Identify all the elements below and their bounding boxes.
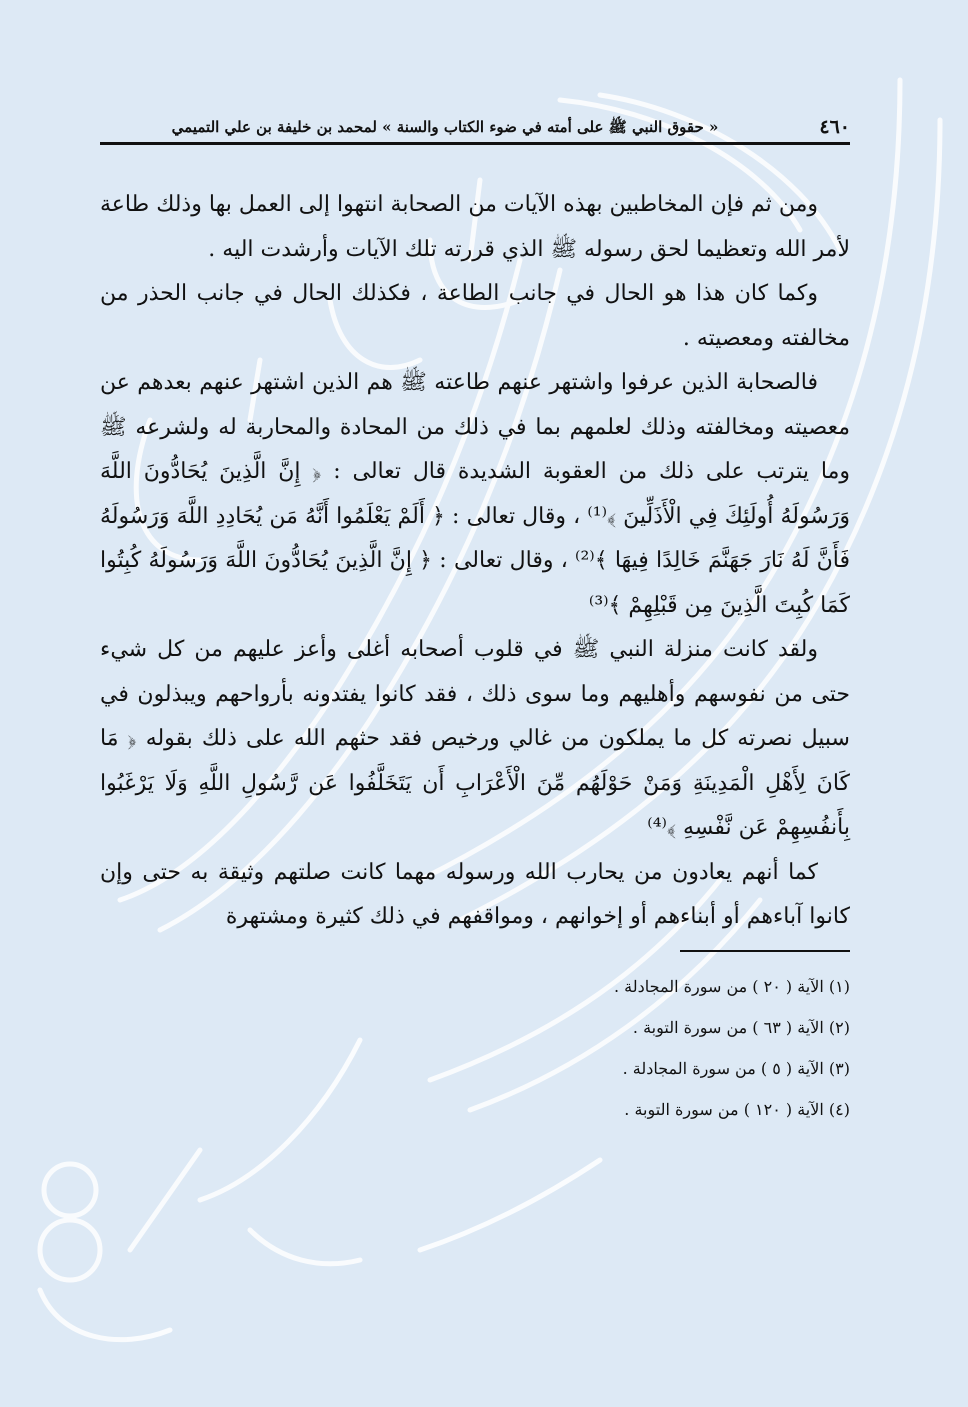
footnote-divider [680, 950, 850, 952]
footnote-3: (٣) الآية ( ٥ ) من سورة المجادلة . [622, 1058, 850, 1078]
paragraph: وكما كان هذا هو الحال في جانب الطاعة ، فكذلك الحال في جانب الحذر من مخالفته ومعصيته . [100, 281, 850, 351]
page-number: ٤٦٠ [819, 116, 850, 138]
footnote-2: (٢) الآية ( ٦٣ ) من سورة التوبة . [632, 1017, 850, 1037]
paragraph: كما أنهم يعادون من يحارب الله ورسوله مهما كانت صلتهم وثيقة به حتى وإن كانوا آباءهم أو أبناءهم أو إخوانهم ، ومواقفهم في ذلك كثيرة ومشتهرة [100, 859, 850, 929]
book-page [100, 112, 850, 1292]
paragraph: ولقد كانت منزلة النبي ﷺ في قلوب أصحابه أغلى وأعز عليهم من كل شيء حتى من نفوسهم وأهليهم وما سوى ذلك ، فقد كانوا يفتدونه بأرواحهم ويبذلون في سبيل نصرته كل ما يملكون من غالي ورخيص فقد حثهم الله على ذلك بقوله ﴿ مَا كَانَ لِأَهْلِ الْمَدِينَةِ وَمَنْ حَوْلَهُم مِّنَ الْأَعْرَابِ أَن يَتَخَلَّفُوا عَن رَّسُولِ اللَّهِ وَلَا يَرْغَبُوا بِأَنفُسِهِمْ عَن نَّفْسِهِ ﴾⁽⁴⁾ [100, 637, 850, 840]
paragraph: فالصحابة الذين عرفوا واشتهر عنهم طاعته ﷺ هم الذين اشتهر عنهم بعدهم عن معصيته ومخالفته وذلك لعلمهم بما في ذلك من المحادة والمحاربة له ولشرعه ﷺ وما يترتب على ذلك من العقوبة الشديدة قال تعالى : ﴿ إِنَّ الَّذِينَ يُحَادُّونَ اللَّهَ وَرَسُولَهُ أُولَئِكَ فِي الْأَذَلِّينَ ﴾⁽¹⁾ ، وقال تعالى : ﴿ أَلَمْ يَعْلَمُوا أَنَّهُ مَن يُحَادِدِ اللَّهَ وَرَسُولَهُ فَأَنَّ لَهُ نَارَ جَهَنَّمَ خَالِدًا فِيهَا ﴾⁽²⁾ ، وقال تعالى : ﴿ إِنَّ الَّذِينَ يُحَادُّونَ اللَّهَ وَرَسُولَهُ كُبِتُوا كَمَا كُبِتَ الَّذِينَ مِن قَبْلِهِمْ ﴾⁽³⁾ [100, 370, 851, 618]
footnote-4: (٤) الآية ( ١٢٠ ) من سورة التوبة . [624, 1099, 850, 1119]
running-header [100, 112, 850, 145]
paragraph: ومن ثم فإن المخاطبين بهذه الآيات من الصحابة انتهوا إلى العمل بها وذلك طاعة لأمر الله وتعظيما لحق رسوله ﷺ الذي قررته تلك الآيات وأرشدت اليه . [100, 192, 850, 262]
header-title: « حقوق النبي ﷺ على أمته في ضوء الكتاب والسنة » لمحمد بن خليفة بن علي التميمي [171, 118, 719, 136]
main-text [100, 183, 850, 940]
footnote-1: (١) الآية ( ٢٠ ) من سورة المجادلة . [613, 976, 850, 996]
footnotes [100, 966, 850, 1130]
